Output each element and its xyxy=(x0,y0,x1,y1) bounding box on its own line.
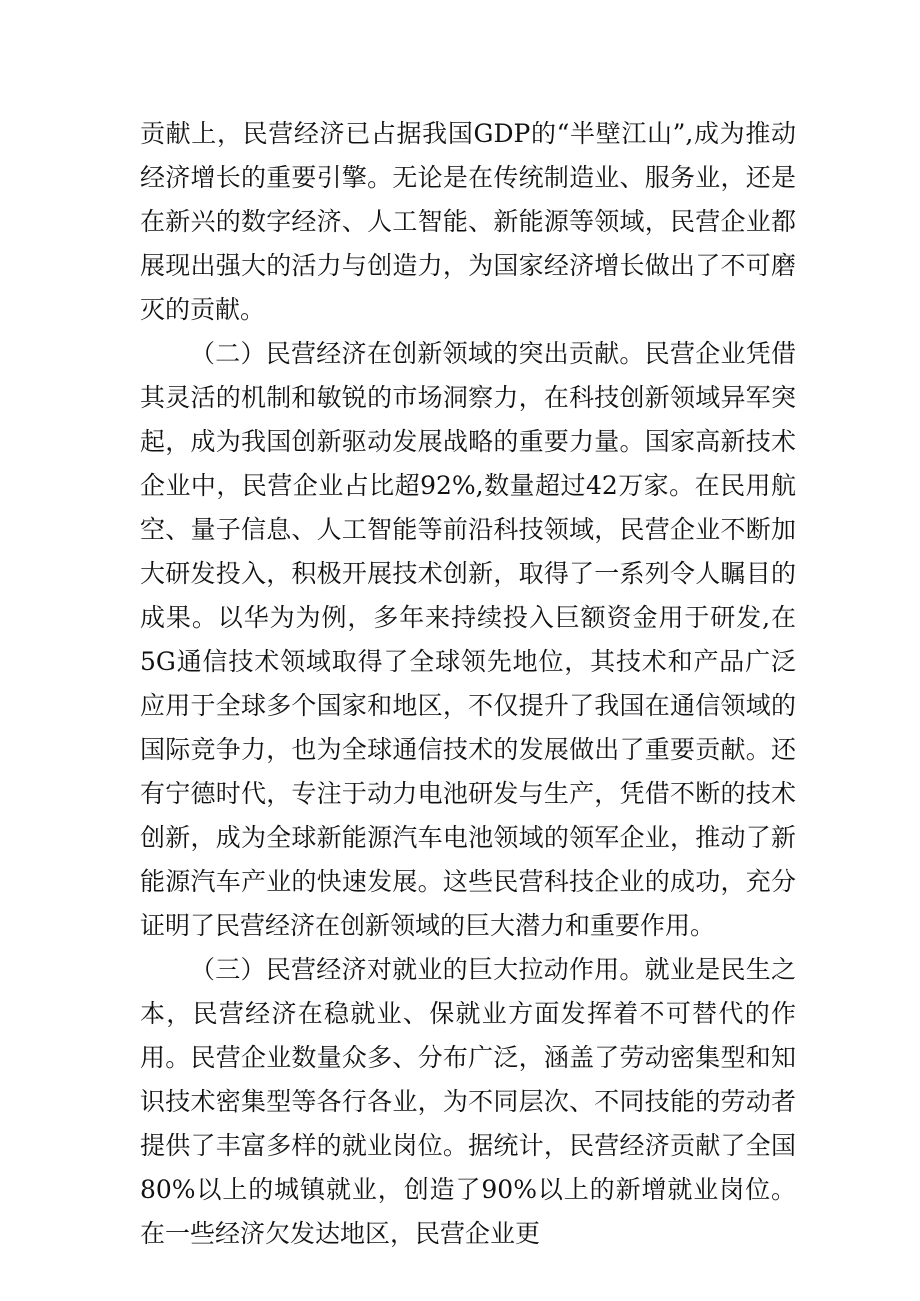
paragraph-employment: （三）民营经济对就业的巨大拉动作用。就业是民生之本，民营经济在稳就业、保就业方面发挥着不可替代的作用。民营企业数量众多、分布广泛，涵盖了劳动密集型和知识技术密集型等各行各业，为不同层次、不同技能的劳动者提供了丰富多样的就业岗位。据统计，民营经济贡献了全国80%以上的城镇就业，创造了90%以上的新增就业岗位。在一些经济欠发达地区，民营企业更 xyxy=(140,955,796,1248)
body-text xyxy=(140,112,796,1256)
paragraph-innovation: （二）民营经济在创新领域的突出贡献。民营企业凭借其灵活的机制和敏锐的市场洞察力，在科技创新领域异军突起，成为我国创新驱动发展战略的重要力量。国家高新技术企业中，民营企业占比超92%,数量超过42万家。在民用航空、量子信息、人工智能等前沿科技领域，民营企业不断加大研发投入，积极开展技术创新，取得了一系列令人瞩目的成果。以华为为例，多年来持续投入巨额资金用于研发,在5G通信技术领域取得了全球领先地位，其技术和产品广泛应用于全球多个国家和地区，不仅提升了我国在通信领域的国际竞争力，也为全球通信技术的发展做出了重要贡献。还有宁德时代，专注于动力电池研发与生产，凭借不断的技术创新，成为全球新能源汽车电池领域的领军企业，推动了新能源汽车产业的快速发展。这些民营科技企业的成功，充分证明了民营经济在创新领域的巨大潜力和重要作用。 xyxy=(140,339,796,940)
paragraph-gdp-contribution: 贡献上，民营经济已占据我国GDP的“半壁江山”,成为推动经济增长的重要引擎。无论是在传统制造业、服务业，还是在新兴的数字经济、人工智能、新能源等领域，民营企业都展现出强大的活力与创造力，为国家经济增长做出了不可磨灭的贡献。 xyxy=(140,119,796,324)
